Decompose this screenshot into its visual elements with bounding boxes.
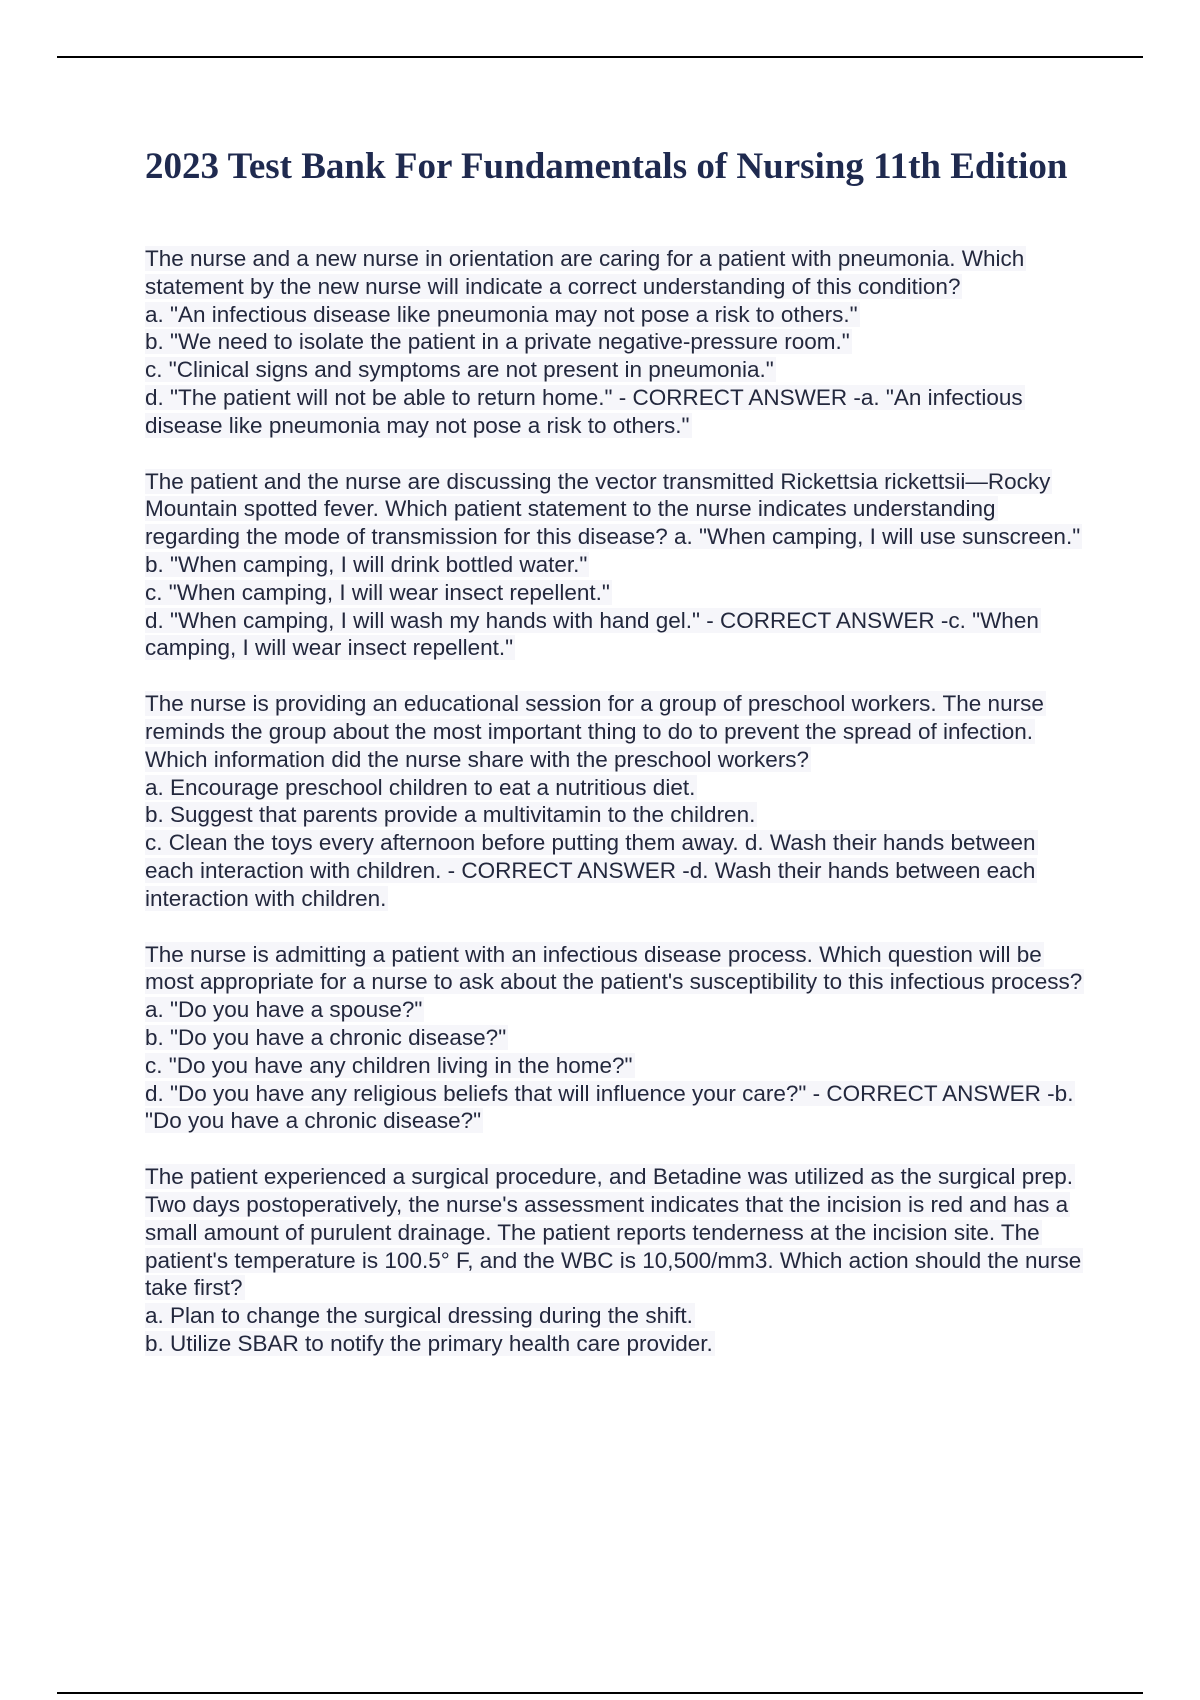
question-stem: The nurse and a new nurse in orientation are caring for a patient with pneumonia. Which statement by the new nurse will indicate a correct understanding of this condition? [145,246,1025,299]
answer-option: a. "An infectious disease like pneumonia may not pose a risk to others." [145,301,858,327]
question-block [145,245,1085,440]
answer-option: b. "We need to isolate the patient in a private negative-pressure room." [145,329,850,355]
answer-option: c. Clean the toys every afternoon before putting them away. d. Wash their hands between each interaction with children. - CORRECT ANSWER -d. Wash their hands between each interaction with children. [145,830,1036,911]
answer-option: b. Suggest that parents provide a multivitamin to the children. [145,802,756,828]
answer-option: d. "Do you have any religious beliefs that will influence your care?" - CORRECT ANSWER -b. "Do you have a chronic disease?" [145,1080,1074,1134]
answer-option: b. "Do you have a chronic disease?" [145,1024,507,1050]
question-stem: The nurse is admitting a patient with an infectious disease process. Which question will be most appropriate for a nurse to ask about the patient's susceptibility to this infectious process? [145,941,1083,995]
answer-option: c. "When camping, I will wear insect repellent." [145,579,610,605]
answer-option: a. "Do you have a spouse?" [145,997,423,1023]
question-stem: The patient and the nurse are discussing the vector transmitted Rickettsia rickettsii—Rocky Mountain spotted fever. Which patient statement to the nurse indicates understanding regarding the mode of transmission for this disease? a. "When camping, I will use sunscreen." [145,468,1081,550]
question-block [145,1163,1085,1358]
top-rule [57,56,1143,58]
question-stem: The patient experienced a surgical procedure, and Betadine was utilized as the surgical prep. Two days postoperatively, the nurse's assessment indicates that the incision is red and has a small amount of purulent drainage. The patient reports tenderness at the incision site. The patient's temperature is 100.5° F, and the WBC is 10,500/mm3. Which action should the nurse take first? [145,1164,1082,1301]
answer-option: d. "The patient will not be able to return home." - CORRECT ANSWER -a. "An infectious disease like pneumonia may not pose a risk to others." [145,384,1023,438]
answer-option: b. "When camping, I will drink bottled water." [145,551,588,577]
question-list [145,245,1085,1386]
answer-option: c. "Do you have any children living in the home?" [145,1052,633,1078]
question-block [145,690,1085,912]
question-stem: The nurse is providing an educational session for a group of preschool workers. The nurse reminds the group about the most important thing to do to prevent the spread of infection. Which information did the nurse share with the preschool workers? [145,691,1044,772]
answer-option: d. "When camping, I will wash my hands with hand gel." - CORRECT ANSWER -c. "When camping, I will wear insect repellent." [145,607,1039,661]
document-title: 2023 Test Bank For Fundamentals of Nursing 11th Edition [145,146,1068,187]
question-block [145,468,1085,663]
bottom-rule [57,1692,1143,1694]
question-block [145,941,1085,1136]
answer-option: c. "Clinical signs and symptoms are not present in pneumonia." [145,357,774,383]
answer-option: a. Encourage preschool children to eat a nutritious diet. [145,774,696,800]
answer-option: b. Utilize SBAR to notify the primary health care provider. [145,1330,713,1356]
answer-option: a. Plan to change the surgical dressing during the shift. [145,1303,693,1329]
